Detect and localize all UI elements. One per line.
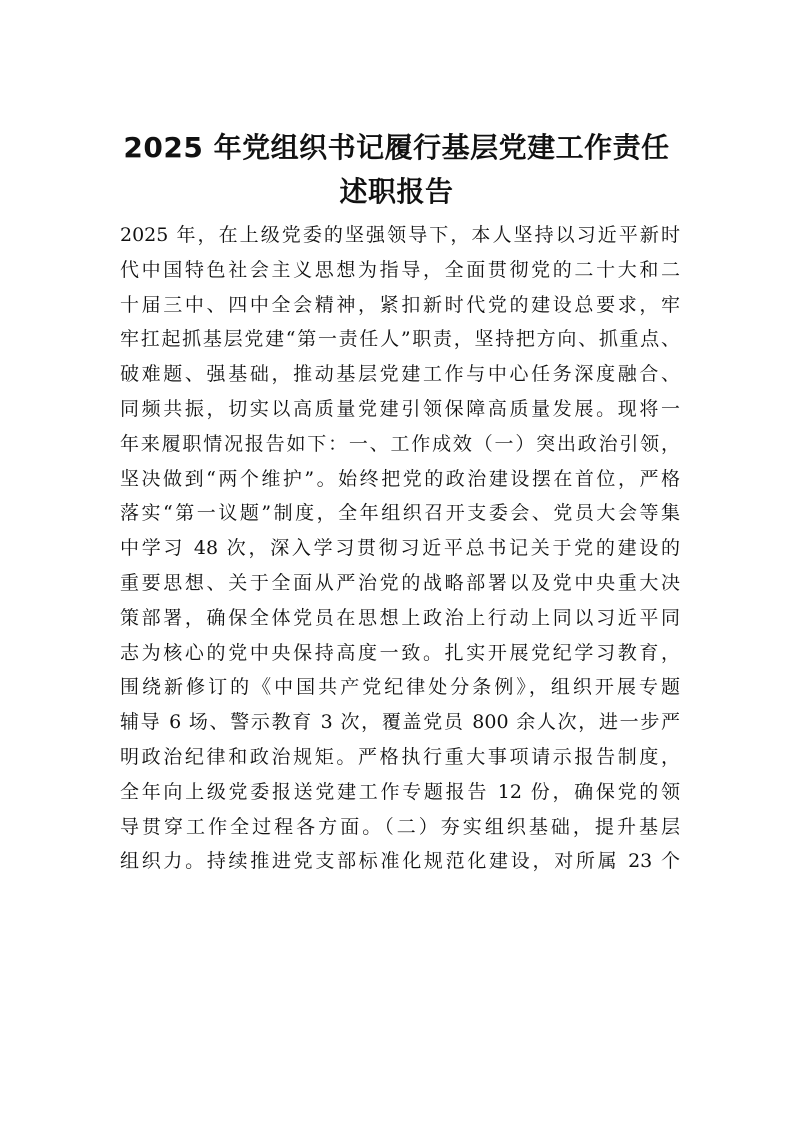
- report-body: [120, 218, 680, 879]
- paragraph-line: 志为核心的党中央保持高度一致。扎实开展党纪学习教育，: [120, 641, 680, 664]
- paragraph-line: 十届三中、四中全会精神，紧扣新时代党的建设总要求，牢: [120, 293, 680, 316]
- paragraph-line: 落实“第一议题”制度，全年组织召开支委会、党员大会等集: [120, 502, 680, 525]
- paragraph-line: 代中国特色社会主义思想为指导，全面贯彻党的二十大和二: [120, 258, 680, 281]
- paragraph-line: 年来履职情况报告如下：一、工作成效（一）突出政治引领，: [120, 432, 680, 455]
- paragraph-line: 导贯穿工作全过程各方面。（二）夯实组织基础，提升基层: [120, 815, 680, 838]
- paragraph-line: 破难题、强基础，推动基层党建工作与中心任务深度融合、: [120, 363, 680, 386]
- paragraph-line: 中学习 48 次，深入学习贯彻习近平总书记关于党的建设的: [120, 537, 680, 560]
- paragraph-line: 辅导 6 场、警示教育 3 次，覆盖党员 800 余人次，进一步严: [120, 711, 680, 734]
- paragraph-line: 同频共振，切实以高质量党建引领保障高质量发展。现将一: [120, 397, 680, 420]
- paragraph-line: 牢扛起抓基层党建“第一责任人”职责，坚持把方向、抓重点、: [120, 328, 680, 351]
- paragraph-line: 坚决做到“两个维护”。始终把党的政治建设摆在首位，严格: [120, 467, 680, 490]
- paragraph-line: 围绕新修订的《中国共产党纪律处分条例》，组织开展专题: [120, 676, 680, 699]
- document-title-line-1: 2025 年党组织书记履行基层党建工作责任: [123, 131, 670, 164]
- paragraph-line: 明政治纪律和政治规矩。严格执行重大事项请示报告制度，: [120, 745, 680, 768]
- paragraph-line: 策部署，确保全体党员在思想上政治上行动上同以习近平同: [120, 606, 680, 629]
- paragraph-line: 全年向上级党委报送党建工作专题报告 12 份，确保党的领: [120, 780, 680, 803]
- paragraph-line: 2025 年，在上级党委的坚强领导下，本人坚持以习近平新时: [120, 224, 680, 246]
- paragraph-line: 组织力。持续推进党支部标准化规范化建设，对所属 23 个: [120, 850, 680, 873]
- paragraph-line: 重要思想、关于全面从严治党的战略部署以及党中央重大决: [120, 571, 680, 594]
- document-title-line-2: 述职报告: [339, 175, 454, 208]
